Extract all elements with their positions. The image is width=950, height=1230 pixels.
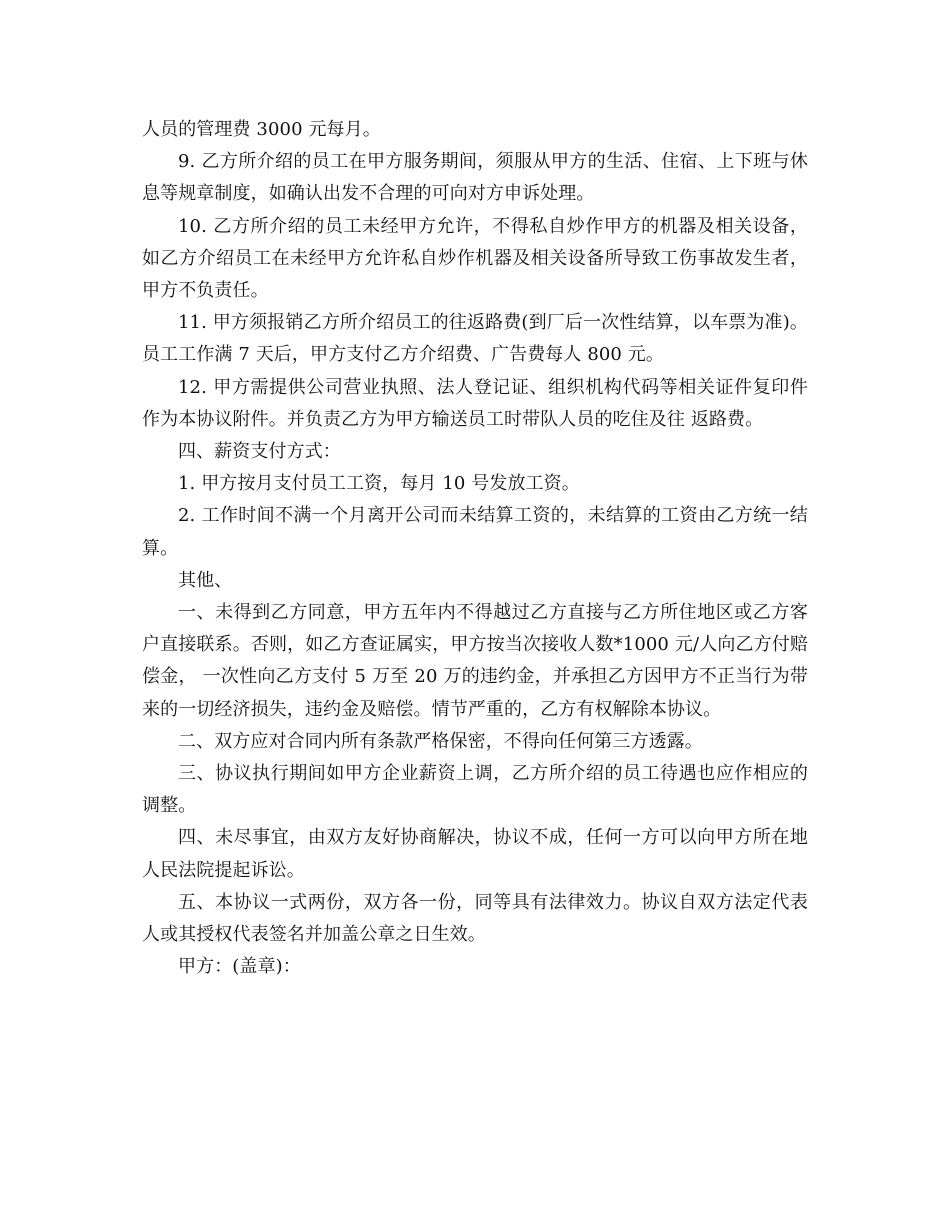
other-clause-3: 三、协议执行期间如甲方企业薪资上调，乙方所介绍的员工待遇也应作相应的调整。 — [142, 763, 808, 817]
paragraph-continuation: 人员的管理费 3000 元每月。 — [142, 119, 381, 140]
other-clause-4: 四、未尽事宜，由双方友好协商解决，协议不成，任何一方可以向甲方所在地人民法院提起诉讼。 — [142, 827, 808, 881]
clause-10: 10. 乙方所介绍的员工未经甲方允许，不得私自炒作甲方的机器及相关设备，如乙方介绍员工在未经甲方允许私自炒作机器及相关设备所导致工伤事故发生者，甲方不负责任。 — [142, 215, 808, 302]
document-body — [142, 114, 808, 983]
clause-9: 9. 乙方所介绍的员工在甲方服务期间，须服从甲方的生活、住宿、上下班与休息等规章制度，如确认出发不合理的可向对方申诉处理。 — [142, 151, 808, 205]
other-clause-2: 二、双方应对合同内所有条款严格保密，不得向任何第三方透露。 — [178, 730, 703, 752]
salary-clause-2: 2. 工作时间不满一个月离开公司而未结算工资的，未结算的工资由乙方统一结算。 — [142, 505, 808, 559]
section-heading-other: 其他、 — [178, 569, 233, 591]
other-clause-5: 五、本协议一式两份，双方各一份，同等具有法律效力。协议自双方法定代表人或其授权代表签名并加盖公章之日生效。 — [142, 891, 808, 946]
section-heading-salary-payment: 四、薪资支付方式： — [178, 441, 341, 463]
salary-clause-1: 1. 甲方按月支付员工工资，每月 10 号发放工资。 — [178, 473, 580, 495]
clause-11: 11. 甲方须报销乙方所介绍员工的往返路费(到厂后一次性结算，以车票为准)。员工工作满 7 天后，甲方支付乙方介绍费、广告费每人 800 元。 — [142, 312, 808, 366]
party-a-signature-line: 甲方：(盖章)： — [178, 956, 301, 978]
clause-12: 12. 甲方需提供公司营业执照、法人登记证、组织机构代码等相关证件复印件作为本协议附件。并负责乙方为甲方输送员工时带队人员的吃住及往 返路费。 — [142, 376, 808, 430]
other-clause-1: 一、未得到乙方同意，甲方五年内不得越过乙方直接与乙方所住地区或乙方客户直接联系。否则，如乙方查证属实，甲方按当次接收人数*1000 元/人向乙方付赔偿金， 一次性向乙方支付 5 万至 20 万的违约金，并承担乙方因甲方不正当行为带来的一切经济损失，违约金及赔偿。情节严重的，乙方有权解除本协议。 — [142, 602, 808, 720]
